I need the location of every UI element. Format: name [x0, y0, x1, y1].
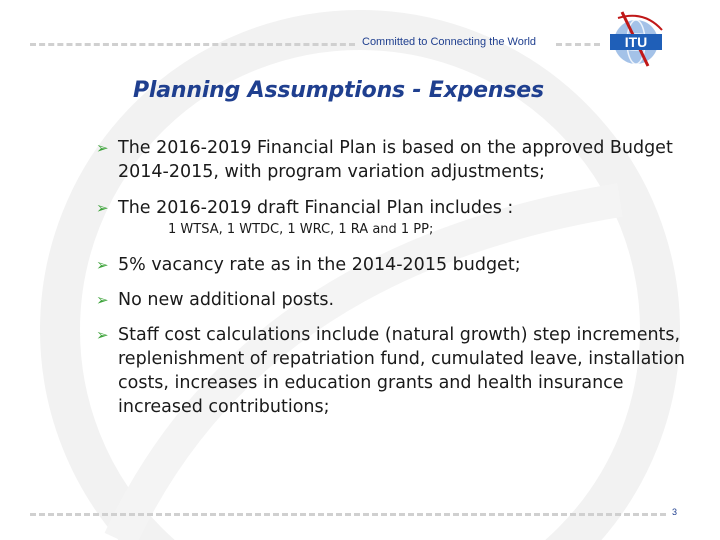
- bullet-item: [96, 196, 696, 239]
- bullet-text: The 2016-2019 draft Financial Plan includes :: [118, 198, 514, 218]
- arrow-bullet-icon: ➢: [96, 199, 109, 217]
- arrow-bullet-icon: ➢: [96, 139, 109, 157]
- slide-title: Planning Assumptions - Expenses: [133, 78, 544, 103]
- bullet-text: No new additional posts.: [118, 290, 335, 310]
- header-divider-right: [556, 43, 600, 46]
- arrow-bullet-icon: ➢: [96, 326, 109, 344]
- bullet-item: [96, 253, 696, 277]
- bullet-item: [96, 288, 696, 312]
- bullet-text: 5% vacancy rate as in the 2014-2015 budget;: [118, 255, 521, 275]
- bullet-list: [96, 136, 696, 419]
- arrow-bullet-icon: ➢: [96, 256, 109, 274]
- page-number: 3: [672, 507, 678, 517]
- tagline: Committed to Connecting the World: [362, 36, 537, 48]
- logo-text: ITU: [624, 34, 648, 50]
- bullet-text: The 2016-2019 Financial Plan is based on the approved Budget 2014-2015, with program variation adjustments;: [118, 138, 673, 182]
- bullet-subtext: 1 WTSA, 1 WTDC, 1 WRC, 1 RA and 1 PP;: [168, 222, 434, 237]
- header-divider-left: [30, 43, 355, 46]
- arrow-bullet-icon: ➢: [96, 291, 109, 309]
- bullet-text: Staff cost calculations include (natural growth) step increments, replenishment of repatriation fund, cumulated leave, installation costs, increases in education grants and health insurance increased contributions;: [118, 325, 685, 417]
- bullet-item: [96, 323, 696, 419]
- itu-logo: [604, 8, 668, 70]
- bullet-item: [96, 136, 696, 184]
- footer-divider: [30, 513, 666, 516]
